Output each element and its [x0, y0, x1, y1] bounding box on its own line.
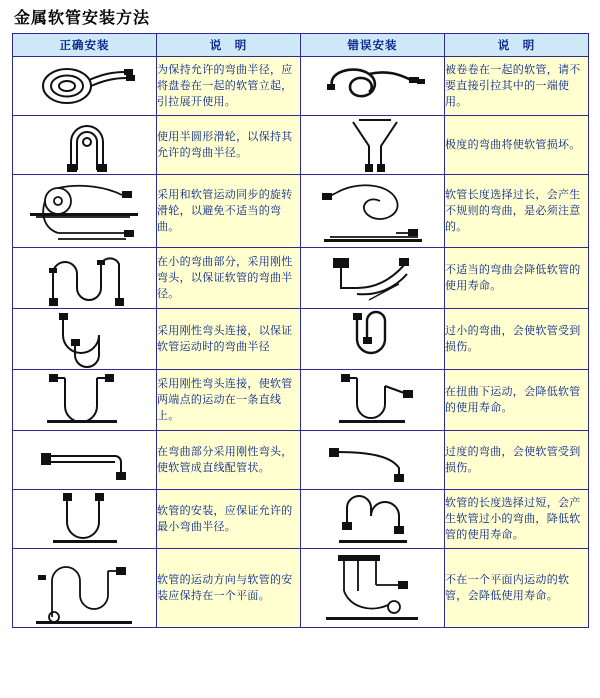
coiled-hose-flat-icon — [13, 57, 157, 116]
row-note: 使用半圆形滑轮，以保持其允许的弯曲半径。 — [157, 116, 301, 175]
header-wrong-note: 说 明 — [445, 34, 589, 57]
table-row — [13, 370, 589, 431]
straight-pipe-elbow-icon — [13, 431, 157, 490]
row-note: 软管的安装，应保证允许的最小弯曲半径。 — [157, 490, 301, 549]
header-correct-install: 正确安装 — [13, 34, 157, 57]
coiled-hose-pulled-icon — [301, 57, 445, 116]
row-note: 在弯曲部分采用刚性弯头，使软管成直线配管状。 — [157, 431, 301, 490]
row-note: 采用和软管运动同步的旋转滑轮，以避免不适当的弯曲。 — [157, 175, 301, 248]
long-hose-irregular-bend-icon — [301, 175, 445, 248]
rigid-elbow-small-bend-icon — [13, 248, 157, 309]
table-row — [13, 116, 589, 175]
row-note: 采用刚性弯头连接，使软管两端点的运动在一条直线上。 — [157, 370, 301, 431]
excessive-bend-icon — [301, 431, 445, 490]
row-note: 在小的弯曲部分，采用刚性弯头，以保证软管的弯曲半径。 — [157, 248, 301, 309]
table-header-row — [13, 34, 589, 57]
table-row — [13, 248, 589, 309]
table-row — [13, 490, 589, 549]
half-round-pulley-icon — [13, 116, 157, 175]
row-note: 不在一个平面内运动的软管，会降低使用寿命。 — [445, 549, 589, 628]
too-small-bend-icon — [301, 309, 445, 370]
row-note: 在扭曲下运动，会降低软管的使用寿命。 — [445, 370, 589, 431]
rotating-pulley-chain-icon — [13, 175, 157, 248]
row-note: 过度的弯曲，会使软管受到损伤。 — [445, 431, 589, 490]
row-note: 软管的运动方向与软管的安装应保持在一个平面。 — [157, 549, 301, 628]
row-note: 软管的长度选择过短，会产生软管过小的弯曲，降低软管的使用寿命。 — [445, 490, 589, 549]
row-note: 过小的弯曲，会使软管受到损伤。 — [445, 309, 589, 370]
header-wrong-install: 错误安装 — [301, 34, 445, 57]
rigid-elbow-connection-icon — [13, 309, 157, 370]
sharp-bend-hose-icon — [301, 116, 445, 175]
too-short-hose-icon — [301, 490, 445, 549]
table-row — [13, 175, 589, 248]
table-row — [13, 549, 589, 628]
min-bend-radius-install-icon — [13, 490, 157, 549]
row-note: 软管长度选择过长，会产生不规则的弯曲，是必须注意的。 — [445, 175, 589, 248]
same-plane-movement-icon — [13, 549, 157, 628]
row-note: 被卷卷在一起的软管，请不要直接引拉其中的一端使用。 — [445, 57, 589, 116]
row-note: 极度的弯曲将使软管损坏。 — [445, 116, 589, 175]
out-of-plane-movement-icon — [301, 549, 445, 628]
row-note: 采用刚性弯头连接，以保证软管运动时的弯曲半径 — [157, 309, 301, 370]
row-note: 不适当的弯曲会降低软管的使用寿命。 — [445, 248, 589, 309]
row-note: 为保持允许的弯曲半径，应将盘卷在一起的软管立起，引拉展开使用。 — [157, 57, 301, 116]
improper-bend-short-life-icon — [301, 248, 445, 309]
page-title: 金属软管安装方法 — [14, 8, 151, 27]
table-row — [13, 309, 589, 370]
table-row — [13, 57, 589, 116]
table-row — [13, 431, 589, 490]
header-correct-note: 说 明 — [157, 34, 301, 57]
u-bend-straight-line-icon — [13, 370, 157, 431]
torsion-bend-icon — [301, 370, 445, 431]
hose-installation-table — [12, 33, 589, 628]
